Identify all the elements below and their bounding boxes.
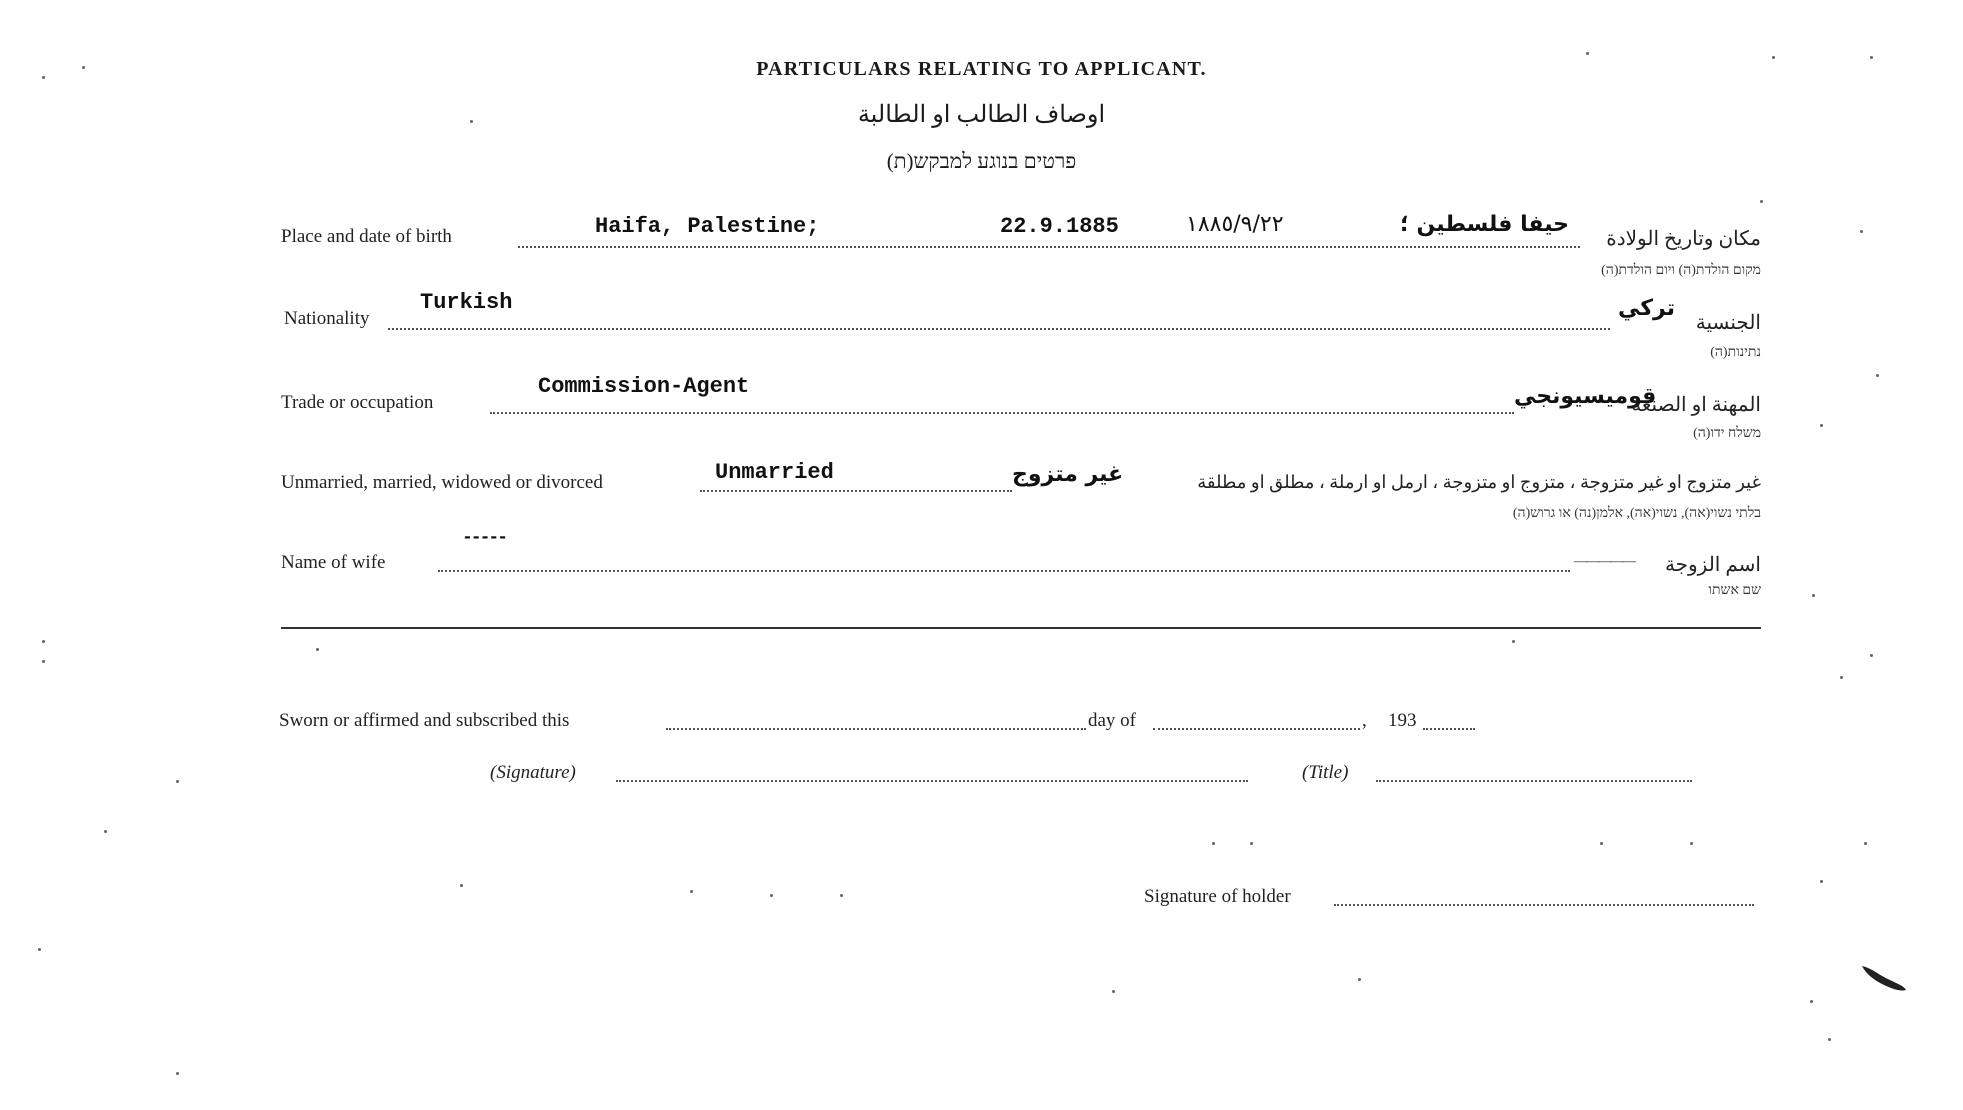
birth-place-value-arabic: حيفا فلسطين ؛ [1400, 212, 1570, 237]
page-title: PARTICULARS RELATING TO APPLICANT. [756, 58, 1207, 80]
occupation-value-arabic: قوميسيونجي [1514, 384, 1657, 409]
wife-label: Name of wife [281, 552, 386, 573]
marital-label: Unmarried, married, widowed or divorced [281, 472, 603, 493]
occupation-dotted-line [490, 412, 1514, 414]
marital-value[interactable]: Unmarried [715, 460, 834, 485]
nationality-value-arabic: تركي [1618, 296, 1675, 321]
wife-label-arabic: اسم الزوجة [1664, 554, 1761, 576]
wife-label-hebrew: שם אשתו [1708, 583, 1761, 598]
nationality-label: Nationality [284, 308, 370, 329]
birth-date-value-arabic: ١٨٨٥/٩/٢٢ [1186, 212, 1284, 237]
birth-label-arabic: مكان وتاريخ الولادة [1606, 228, 1761, 250]
nationality-dotted-line [388, 328, 1610, 330]
comma-separator: , [1362, 710, 1367, 731]
birth-date-value[interactable]: 22.9.1885 [1000, 214, 1119, 239]
year-label: 193 [1388, 710, 1417, 731]
year-dotted-line[interactable] [1423, 728, 1475, 730]
holder-signature-label: Signature of holder [1144, 886, 1291, 907]
page-title-arabic: اوصاف الطالب او الطالبة [857, 102, 1106, 128]
wife-dotted-line [438, 570, 1570, 572]
birth-place-value[interactable]: Haifa, Palestine; [595, 214, 820, 239]
nationality-label-hebrew: נתינות(ה) [1710, 345, 1761, 360]
wife-value[interactable]: ----- [462, 528, 507, 548]
holder-signature-dotted-line[interactable] [1334, 904, 1754, 906]
marital-value-arabic: غير متزوج [1012, 462, 1124, 487]
section-separator [281, 627, 1761, 629]
signature-dotted-line[interactable] [616, 780, 1248, 782]
sworn-label: Sworn or affirmed and subscribed this [279, 710, 570, 731]
occupation-label-arabic: المهنة او الصنعة [1631, 394, 1761, 416]
marital-label-hebrew: בלתי נשוי(אה), נשוי(אה), אלמן(נה) או גרוש(ה) [1512, 506, 1761, 521]
birth-label: Place and date of birth [281, 226, 452, 247]
month-dotted-line[interactable] [1153, 728, 1360, 730]
sworn-day-dotted-line[interactable] [666, 728, 1086, 730]
birth-label-hebrew: מקום הולדת(ה) ויום הולדת(ה) [1601, 263, 1761, 278]
nationality-value[interactable]: Turkish [420, 290, 513, 315]
nationality-label-arabic: الجنسية [1695, 312, 1761, 334]
day-of-label: day of [1088, 710, 1137, 731]
title-dotted-line[interactable] [1376, 780, 1692, 782]
occupation-label: Trade or occupation [281, 392, 434, 413]
occupation-label-hebrew: משלח ידו(ה) [1693, 426, 1761, 441]
marital-dotted-line [700, 490, 1012, 492]
occupation-value[interactable]: Commission-Agent [538, 374, 750, 399]
title-label: (Title) [1302, 762, 1349, 783]
ink-smudge-icon [1860, 962, 1908, 996]
birth-dotted-line [518, 246, 1580, 248]
marital-label-arabic: غير متزوج او غير متزوجة ، متزوج او متزوجة ، ارمل او ارملة ، مطلق او مطلقة [1197, 472, 1761, 492]
wife-value-arabic: ————— [1574, 554, 1634, 569]
signature-label: (Signature) [490, 762, 576, 783]
page-title-hebrew: פרטים בנוגע למבקש(ת) [886, 149, 1077, 173]
